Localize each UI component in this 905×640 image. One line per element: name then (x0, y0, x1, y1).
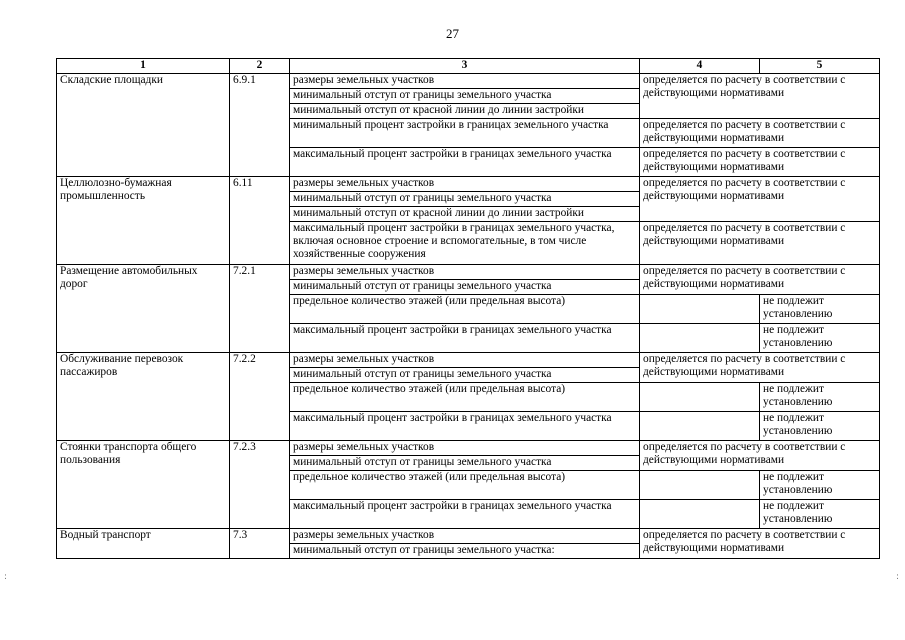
table-row (57, 529, 880, 544)
col-header-1: 1 (57, 59, 230, 74)
group-name: Стоянки транспорта общего пользования (57, 441, 230, 529)
value-cell: не подлежит установлению (760, 295, 880, 324)
parameter-cell: минимальный отступ от границы земельного участка (290, 89, 640, 104)
header-row (57, 59, 880, 74)
value-cell: не подлежит установлению (760, 471, 880, 500)
col-header-2: 2 (230, 59, 290, 74)
parameter-cell: максимальный процент застройки в границах земельного участка (290, 148, 640, 177)
value-cell: определяется по расчету в соответствии с действующими нормативами (640, 441, 880, 471)
parameter-cell: минимальный отступ от красной линии до линии застройки (290, 207, 640, 222)
table-row (57, 177, 880, 192)
parameter-cell: минимальный отступ от границы земельного участка (290, 456, 640, 471)
empty-cell (640, 324, 760, 353)
parameter-cell: размеры земельных участков (290, 353, 640, 368)
parameter-cell: размеры земельных участков (290, 265, 640, 280)
table-row (57, 74, 880, 89)
empty-cell (640, 295, 760, 324)
group-code: 7.2.1 (230, 265, 290, 353)
parameter-cell: предельное количество этажей (или предельная высота) (290, 295, 640, 324)
value-cell: определяется по расчету в соответствии с действующими нормативами (640, 529, 880, 559)
col-header-4: 4 (640, 59, 760, 74)
parameter-cell: предельное количество этажей (или предельная высота) (290, 471, 640, 500)
page-number: 27 (446, 26, 459, 41)
parameter-cell: предельное количество этажей (или предельная высота) (290, 383, 640, 412)
left-edge-mark: : (4, 572, 8, 582)
group-code: 6.11 (230, 177, 290, 265)
parameter-cell: минимальный отступ от границы земельного участка (290, 368, 640, 383)
parameter-cell: максимальный процент застройки в границах земельного участка, включая основное строение и вспомогательные, в том числе хозяйственные сооружения (290, 222, 640, 265)
parameter-cell: максимальный процент застройки в границах земельного участка (290, 324, 640, 353)
parameter-cell: размеры земельных участков (290, 441, 640, 456)
value-cell: не подлежит установлению (760, 324, 880, 353)
parameter-cell: размеры земельных участков (290, 529, 640, 544)
parameter-cell: максимальный процент застройки в границах земельного участка (290, 412, 640, 441)
empty-cell (640, 412, 760, 441)
parameter-cell: минимальный отступ от красной линии до линии застройки (290, 104, 640, 119)
value-cell: определяется по расчету в соответствии с действующими нормативами (640, 177, 880, 222)
value-cell: определяется по расчету в соответствии с действующими нормативами (640, 222, 880, 265)
parameter-cell: размеры земельных участков (290, 177, 640, 192)
value-cell: определяется по расчету в соответствии с действующими нормативами (640, 119, 880, 148)
value-cell: не подлежит установлению (760, 412, 880, 441)
value-cell: не подлежит установлению (760, 500, 880, 529)
value-cell: определяется по расчету в соответствии с действующими нормативами (640, 148, 880, 177)
group-name: Водный транспорт (57, 529, 230, 559)
value-cell: определяется по расчету в соответствии с действующими нормативами (640, 74, 880, 119)
group-name: Размещение автомобильных дорог (57, 265, 230, 353)
table-row (57, 441, 880, 456)
regulations-table (56, 58, 880, 559)
parameter-cell: минимальный отступ от границы земельного участка (290, 192, 640, 207)
right-edge-mark: : (896, 572, 900, 582)
parameter-cell: минимальный отступ от границы земельного участка: (290, 544, 640, 559)
value-cell: не подлежит установлению (760, 383, 880, 412)
group-name: Складские площадки (57, 74, 230, 177)
parameter-cell: минимальный процент застройки в границах земельного участка (290, 119, 640, 148)
parameter-cell: минимальный отступ от границы земельного участка (290, 280, 640, 295)
parameter-cell: максимальный процент застройки в границах земельного участка (290, 500, 640, 529)
empty-cell (640, 471, 760, 500)
col-header-5: 5 (760, 59, 880, 74)
col-header-3: 3 (290, 59, 640, 74)
value-cell: определяется по расчету в соответствии с действующими нормативами (640, 353, 880, 383)
group-code: 6.9.1 (230, 74, 290, 177)
group-name: Обслуживание перевозок пассажиров (57, 353, 230, 441)
empty-cell (640, 500, 760, 529)
group-code: 7.2.2 (230, 353, 290, 441)
group-name: Целлюлозно-бумажная промышленность (57, 177, 230, 265)
group-code: 7.3 (230, 529, 290, 559)
empty-cell (640, 383, 760, 412)
table-row (57, 353, 880, 368)
table-row (57, 265, 880, 280)
parameter-cell: размеры земельных участков (290, 74, 640, 89)
group-code: 7.2.3 (230, 441, 290, 529)
value-cell: определяется по расчету в соответствии с действующими нормативами (640, 265, 880, 295)
